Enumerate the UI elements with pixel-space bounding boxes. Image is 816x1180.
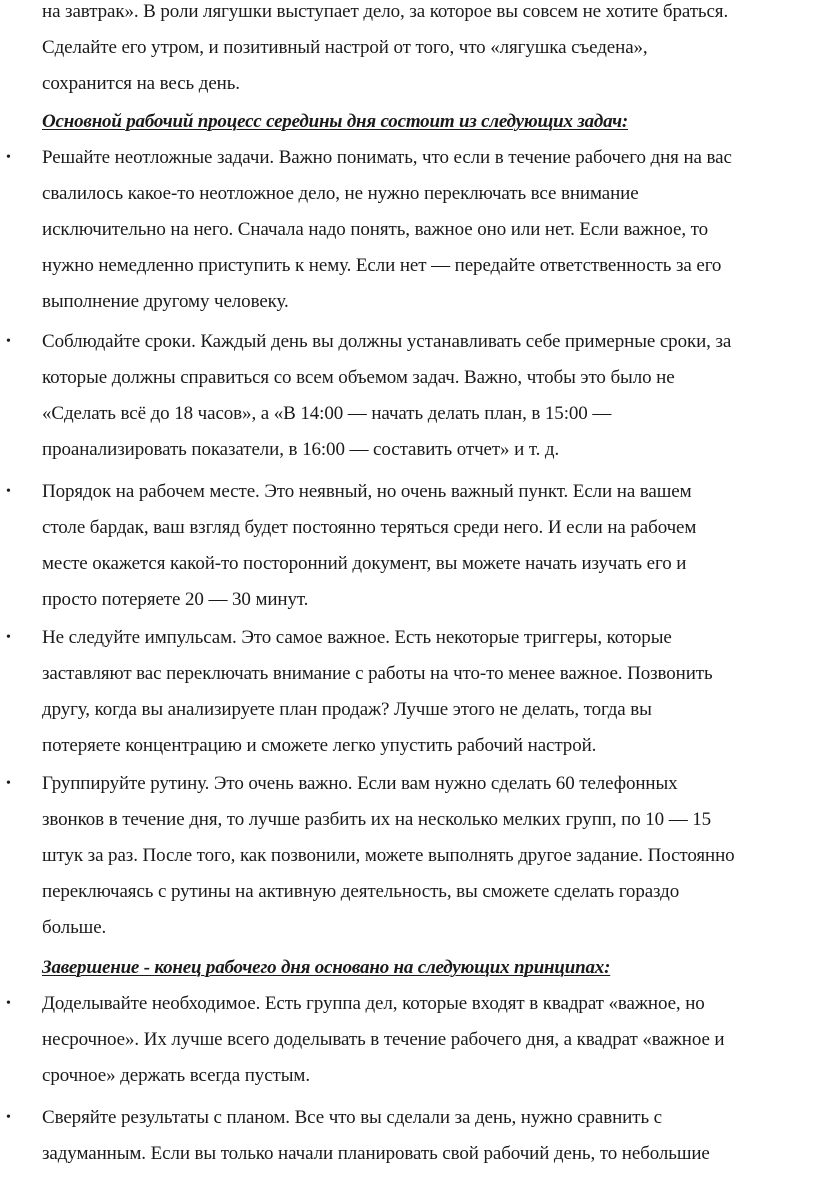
list-item-line: Соблюдайте сроки. Каждый день вы должны устанавливать себе примерные сроки, за	[42, 331, 732, 352]
intro-line: сохранится на весь день.	[42, 73, 240, 94]
list-item-line: свалилось какое-то неотложное дело, не нужно переключать все внимание	[42, 183, 639, 204]
bullet-icon: •	[6, 484, 11, 499]
section-heading-end: Завершение - конец рабочего дня основано на следующих принципах:	[42, 957, 611, 978]
list-item-line: «Сделать всё до 18 часов», а «В 14:00 — начать делать план, в 15:00 —	[42, 403, 612, 424]
list-item-line: исключительно на него. Сначала надо понять, важное оно или нет. Если важное, то	[42, 219, 709, 240]
list-item-line: штук за раз. После того, как позвонили, можете выполнять другое задание. Постоянно	[42, 845, 735, 866]
bullet-icon: •	[6, 1110, 11, 1125]
list-item-line: потеряете концентрацию и сможете легко упустить рабочий настрой.	[42, 735, 597, 756]
list-item-line: Доделывайте необходимое. Есть группа дел, которые входят в квадрат «важное, но	[42, 993, 705, 1014]
intro-line: Сделайте его утром, и позитивный настрой от того, что «лягушка съедена»,	[42, 37, 648, 58]
list-item-line: которые должны справиться со всем объемом задач. Важно, чтобы это было не	[42, 367, 675, 388]
section-heading-midday: Основной рабочий процесс середины дня состоит из следующих задач:	[42, 111, 629, 132]
list-item-line: срочное» держать всегда пустым.	[42, 1065, 310, 1086]
list-item-line: Решайте неотложные задачи. Важно понимать, что если в течение рабочего дня на вас	[42, 147, 732, 168]
list-item-line: проанализировать показатели, в 16:00 — составить отчет» и т. д.	[42, 439, 560, 460]
bullet-icon: •	[6, 630, 11, 645]
list-item-line: столе бардак, ваш взгляд будет постоянно теряться среди него. И если на рабочем	[42, 517, 697, 538]
list-item-line: Сверяйте результаты с планом. Все что вы сделали за день, нужно сравнить с	[42, 1107, 662, 1128]
list-item-line: переключаясь с рутины на активную деятельность, вы сможете сделать гораздо	[42, 881, 680, 902]
list-item-line: нужно немедленно приступить к нему. Если нет — передайте ответственность за его	[42, 255, 722, 276]
list-item-line: месте окажется какой-то посторонний документ, вы можете начать изучать его и	[42, 553, 687, 574]
list-item-line: Порядок на рабочем месте. Это неявный, но очень важный пункт. Если на вашем	[42, 481, 692, 502]
list-item-line: другу, когда вы анализируете план продаж? Лучше этого не делать, тогда вы	[42, 699, 652, 720]
list-item-line: задуманным. Если вы только начали планировать свой рабочий день, то небольшие	[42, 1143, 710, 1164]
list-item-line: больше.	[42, 917, 107, 938]
intro-line: на завтрак». В роли лягушки выступает дело, за которое вы совсем не хотите браться.	[42, 1, 729, 22]
list-item-line: Не следуйте импульсам. Это самое важное. Есть некоторые триггеры, которые	[42, 627, 672, 648]
list-item-line: несрочное». Их лучше всего доделывать в течение рабочего дня, а квадрат «важное и	[42, 1029, 725, 1050]
bullet-icon: •	[6, 776, 11, 791]
list-item-line: выполнение другому человеку.	[42, 291, 289, 312]
list-item-line: Группируйте рутину. Это очень важно. Если вам нужно сделать 60 телефонных	[42, 773, 678, 794]
list-item-line: просто потеряете 20 — 30 минут.	[42, 589, 309, 610]
bullet-icon: •	[6, 150, 11, 165]
list-item-line: заставляют вас переключать внимание с работы на что-то менее важное. Позвонить	[42, 663, 713, 684]
bullet-icon: •	[6, 996, 11, 1011]
bullet-icon: •	[6, 334, 11, 349]
list-item-line: звонков в течение дня, то лучше разбить их на несколько мелких групп, по 10 — 15	[42, 809, 712, 830]
